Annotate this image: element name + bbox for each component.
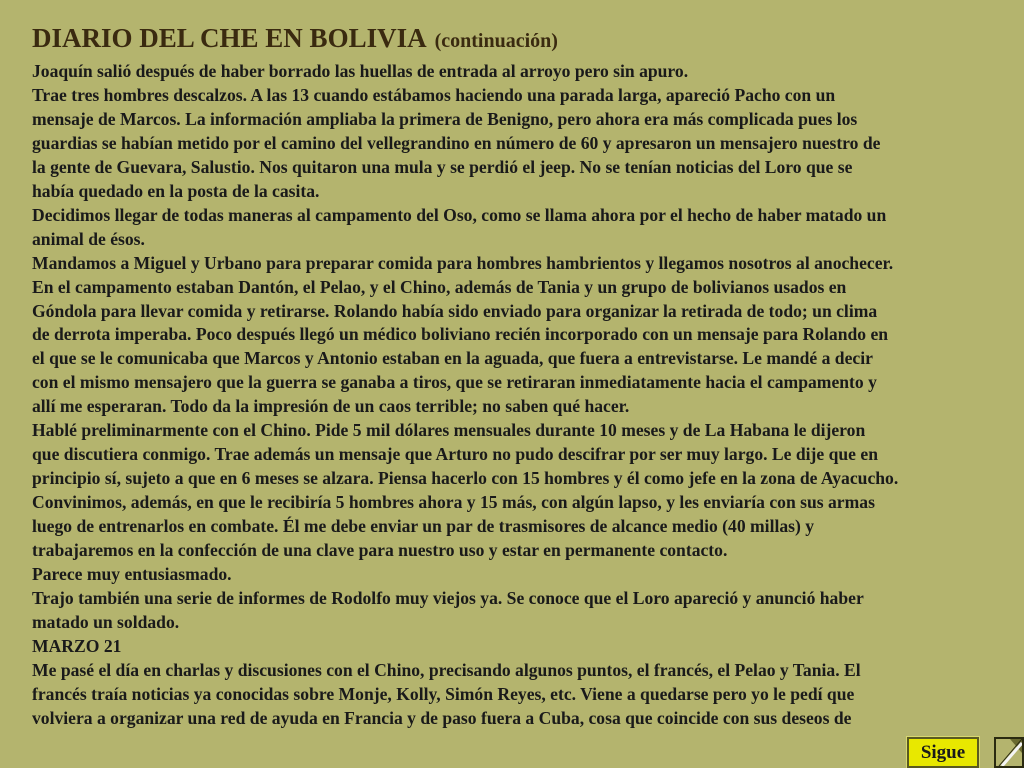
text-line: En el campamento estaban Dantón, el Pelao, y el Chino, además de Tania y un grupo de bolivianos usados en (32, 276, 847, 297)
title-subtitle: (continuación) (434, 30, 558, 52)
text-line: MARZO 21 (32, 635, 122, 656)
text-line: el que se le comunicaba que Marcos y Antonio estaban en la aguada, que fuera a entrevistarse. Le mandé a decir (32, 348, 873, 369)
text-line: Hablé preliminarmente con el Chino. Pide 5 mil dólares mensuales durante 10 meses y de La Habana le dijeron (32, 420, 866, 441)
text-line: allí me esperaran. Todo da la impresión de un caos terrible; no saben qué hacer. (32, 396, 630, 417)
text-line: que discutiera conmigo. Trae además un mensaje que Arturo no pudo descifrar por ser muy largo. Le dije que en (32, 444, 878, 465)
text-line: Parece muy entusiasmado. (32, 564, 232, 585)
page-title (32, 18, 558, 55)
next-button[interactable] (907, 737, 979, 768)
text-line: Trajo también una serie de informes de Rodolfo muy viejos ya. Se conoce que el Loro apareció y anunció haber (32, 587, 864, 608)
text-line: Convinimos, además, en que le recibiría 5 hombres ahora y 15 más, con algún lapso, y les enviaría con sus armas (32, 492, 875, 513)
text-line: mensaje de Marcos. La información ampliaba la primera de Benigno, pero ahora era más complicada pues los (32, 108, 858, 129)
text-line: Joaquín salió después de haber borrado las huellas de entrada al arroyo pero sin apuro. (32, 61, 689, 81)
next-page-icon[interactable] (994, 737, 1024, 768)
text-line: volviera a organizar una red de ayuda en Francia y de paso fuera a Cuba, cosa que coincide con sus deseos de (32, 707, 852, 728)
text-line: Góndola para llevar comida y retirarse. Rolando había sido enviado para organizar la retirada de todo; un clima (32, 300, 878, 321)
arrow-icon (996, 739, 1022, 766)
text-line: Mandamos a Miguel y Urbano para preparar comida para hombres hambrientos y llegamos nosotros al anochecer. (32, 252, 894, 273)
text-line: matado un soldado. (32, 611, 180, 632)
text-line: Trae tres hombres descalzos. A las 13 cuando estábamos haciendo una parada larga, apareció Pacho con un (32, 84, 836, 105)
next-button-label: Sigue (920, 741, 966, 763)
text-line: francés traía noticias ya conocidas sobre Monje, Kolly, Simón Reyes, etc. Viene a quedarse pero yo le pedí que (32, 683, 855, 704)
text-line: con el mismo mensajero que la guerra se ganaba a tiros, que se retiraran inmediatamente hacia el campamento y (32, 372, 877, 393)
diary-text (32, 60, 1012, 731)
text-line: Me pasé el día en charlas y discusiones con el Chino, precisando algunos puntos, el francés, el Pelao y Tania. El (32, 659, 861, 680)
text-line: luego de entrenarlos en combate. Él me debe enviar un par de trasmisores de alcance medio (40 millas) y (32, 516, 815, 537)
title-main: DIARIO DEL CHE EN BOLIVIA (32, 23, 427, 53)
text-line: principio sí, sujeto a que en 6 meses se alzara. Piensa hacerlo con 15 hombres y él como jefe en la zona de Ayacucho. (32, 468, 899, 489)
text-line: de derrota imperaba. Poco después llegó un médico boliviano recién incorporado con un mensaje para Rolando en (32, 324, 889, 345)
text-line: animal de ésos. (32, 228, 145, 249)
text-line: la gente de Guevara, Salustio. Nos quitaron una mula y se perdió el jeep. No se tenían noticias del Loro que se (32, 156, 853, 177)
text-line: Decidimos llegar de todas maneras al campamento del Oso, como se llama ahora por el hecho de haber matado un (32, 204, 887, 225)
text-line: había quedado en la posta de la casita. (32, 180, 320, 201)
text-line: guardias se habían metido por el camino del vellegrandino en número de 60 y apresaron un mensajero nuestro de (32, 132, 881, 153)
text-line: trabajaremos en la confección de una clave para nuestro uso y estar en permanente contacto. (32, 540, 728, 561)
